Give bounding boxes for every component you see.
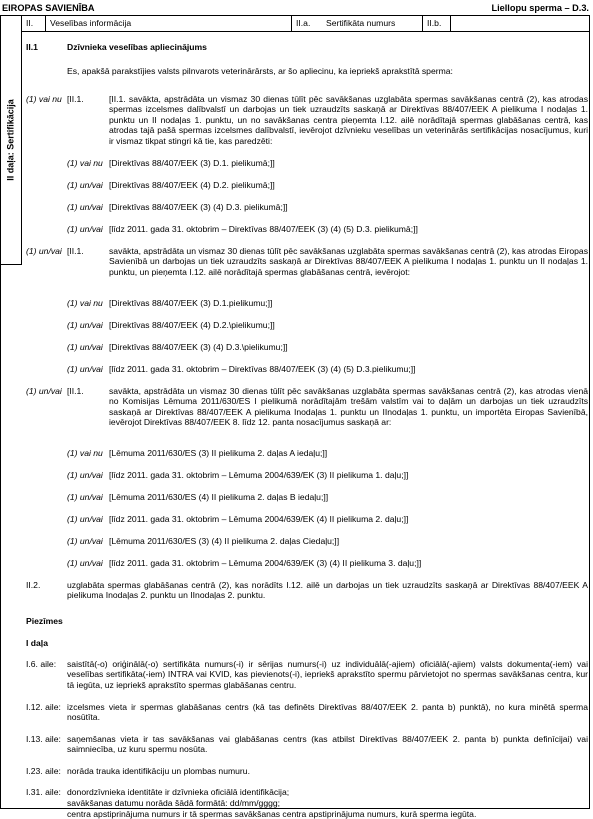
item-text: [līdz 2011. gada 31. oktobrim – Lēmuma 2004/639/EK (3) II pielikuma 1. daļu;]] [109,470,409,480]
top-cell-iib: II.b. [427,18,442,28]
top-cell-health-info: Veselības informācija [50,18,132,28]
item-text: [līdz 2011. gada 31. oktobrim – Lēmuma 2004/639/EK (3) (4) II pielikuma 3. daļu;]] [109,558,422,568]
section-title: Dzīvnieka veselības apliecinājums [67,42,207,52]
item-text: [Lēmuma 2011/630/ES (3) II pielikuma 2. daļas A iedaļu;]] [109,448,328,458]
item-text: [līdz 2011. gada 31. oktobrim – Direktīvas 88/407/EEK (3) (4) (5) D.3.pielikumu;]] [109,364,416,374]
item-text: savākta, apstrādāta un vismaz 30 dienas tūlīt pēc savākšanas uzglabāta spermas savākšanas centrā (2), kas atrodas vienā no Komisijas Lēmuma 2011/630/ES I pielikumā norādītajām trešām valstīm vai to daļām un darbojas un tiek uzraudzīts saskaņā ar Direktīvas 88/407/EEK A pielikuma Inodaļas 1. punktu un IInodaļas 1. punktu, un importēta Eiropas Savienībā, ievērojot Direktīvas 88/407/EEK 8. līdz 12. panta nosacījumus saskaņā ar: [109,386,588,428]
option-label: (1) un/vai [67,342,103,352]
note-text: izcelsmes vieta ir spermas glabāšanas centrs (kā tas definēts Direktīvas 88/407/EEK 2. panta b) punktā), no kura minētā sperma nosūtīta. [67,702,588,723]
item-text: [Direktīvas 88/407/EEK (3) D.1.pielikumu;]] [109,298,273,308]
side-label: II daļa: Sertifikācija [5,99,16,181]
note-text: donordzīvnieka identitāte ir dzīvnieka oficiālā identifikācija; [67,787,290,797]
item-text: [līdz 2011. gada 31. oktobrim – Direktīvas 88/407/EEK (3) (4) (5) D.3. pielikumā;]] [109,224,418,234]
header-left: EIROPAS SAVIENĪBA [2,3,95,13]
note-label: I.6. aile: [26,659,57,669]
option-label: (1) un/vai [67,364,103,374]
ii2-number: II.2. [26,580,41,590]
option-label: (1) un/vai [26,386,62,396]
item-code: [II.1. [67,386,84,396]
note-label: I.13. aile: [26,734,61,744]
option-label: (1) un/vai [67,558,103,568]
option-label: (1) un/vai [67,202,103,212]
section-intro: Es, apakšā parakstījies valsts pilnvarots veterinārārsts, ar šo apliecinu, ka iepriekš aprakstītā sperma: [67,66,453,76]
note-text: saņemšanas vieta ir tas savākšanas vai glabāšanas centrs (kas atbilst Direktīvas 88/407/EEK 2. panta b) punkta definīcijai) vai saimniecība, uz kuru spermu nosūta. [67,734,588,755]
ii2-text: uzglabāta spermas glabāšanas centrā (2), kas norādīts I.12. ailē un darbojas un tiek uzraudzīts saskaņā ar Direktīvas 88/407/EEK A pielikuma Inodaļas 2. punktu un IInodaļas 2. punktu. [67,580,588,601]
item-text: savākta, apstrādāta un vismaz 30 dienas tūlīt pēc savākšanas uzglabāta spermas savākšanas centrā (2), kas atrodas Eiropas Savienībā un darbojas un tiek uzraudzīts saskaņā ar Direktīvas 88/407/EEK A pielikuma I nodaļas 1. punktu un II nodaļas 1. punktu, un pieņemta I.12. ailē norādītajā spermas glabāšanas centrā, ievērojot: [109,246,588,277]
item-text: [Lēmuma 2011/630/ES (4) II pielikuma 2. daļas B iedaļu;]] [109,492,329,502]
option-label: (1) vai nu [67,448,103,458]
divider [45,16,46,31]
item-text: [Direktīvas 88/407/EEK (4) D.2. pielikumā;]] [109,180,275,190]
certificate-frame [0,15,590,819]
item-text: [Direktīvas 88/407/EEK (3) D.1. pielikumā;]] [109,158,275,168]
header-right: Liellopu sperma – D.3. [491,3,589,13]
option-label: (1) vai nu [67,158,103,168]
divider [422,16,423,31]
note-text: norāda trauka identifikāciju un plombas numuru. [67,766,250,776]
option-label: (1) un/vai [67,180,103,190]
note-text: saistītā(-o) oriģinālā(-o) sertifikāta numurs(-i) ir sērijas numurs(-i) uz individuālā(-ajiem) oficiālā(-ajiem) valsts dokumenta(-iem) vai veselības sertifikāta(-iem) INTRA vai KVID, kas pievienots(-i), iepriekš aprakstīto spermu pārvietojot no spermas savākšanas centra, kur tā iegūta, uz iepriekš aprakstīto spermas glabāšanas centru. [67,659,588,690]
item-code: [II.1. [67,246,84,256]
top-row [22,16,589,32]
note-text: centra apstiprinājuma numurs ir tā spermas savākšanas centra apstiprinājuma numurs, kurā sperma iegūta. [67,809,477,819]
option-label: (1) vai nu [26,94,62,104]
option-label: (1) vai nu [67,298,103,308]
page-header [2,3,589,15]
option-label: (1) un/vai [67,224,103,234]
top-cell-iia: II.a. [296,18,311,28]
note-label: I.12. aile: [26,702,61,712]
option-label: (1) un/vai [67,514,103,524]
option-label: (1) un/vai [67,470,103,480]
top-cell-ii: II. [26,18,34,28]
note-label: I.23. aile: [26,766,61,776]
divider [291,16,292,31]
item-text: [Lēmuma 2011/630/ES (3) (4) II pielikuma 2. daļas Ciedaļu;]] [109,536,340,546]
item-text: [Direktīvas 88/407/EEK (3) (4) D.3. pielikumā;]] [109,202,288,212]
notes-part: I daļa [26,638,48,648]
item-text: [Direktīvas 88/407/EEK (3) (4) D.3.\pielikumu;]] [109,342,288,352]
option-label: (1) un/vai [26,246,62,256]
side-box [1,16,22,265]
option-label: (1) un/vai [67,536,103,546]
top-cell-cert-number: Sertifikāta numurs [326,18,396,28]
note-label: I.31. aile: [26,787,61,797]
item-code: [II.1. [67,94,84,104]
option-label: (1) un/vai [67,320,103,330]
option-label: (1) un/vai [67,492,103,502]
item-text: [II.1. savākta, apstrādāta un vismaz 30 dienas tūlīt pēc savākšanas uzglabāta spermas savākšanas centrā (2), kas atrodas spermas izcelsmes dalībvalstī un darbojas un tiek uzraudzīts saskaņā ar Direktīvas 88/407/EEK A pielikuma I nodaļas 1. punktu un II nodaļas 1. punktu, un no savākšanas centra pieņemta I.12. ailē norādītajā spermas glabāšanas centrā, kas atrodas tajā pašā spermas izcelsmes dalībvalstī, ievērojot dzīvnieku veselības un veterinārās sertifikācijas nosacījumus, kuri ir vismaz tikpat stingri kā tie, kas paredzēti: [109,94,588,146]
section-number: II.1 [26,42,38,52]
note-text: savākšanas datumu norāda šādā formātā: dd/mm/gggg; [67,798,281,808]
divider [450,16,451,31]
item-text: [Direktīvas 88/407/EEK (4) D.2.\pielikumu;]] [109,320,275,330]
item-text: [līdz 2011. gada 31. oktobrim – Lēmuma 2004/639/EK (4) II pielikuma 2. daļu;]] [109,514,409,524]
notes-title: Piezīmes [26,616,63,626]
